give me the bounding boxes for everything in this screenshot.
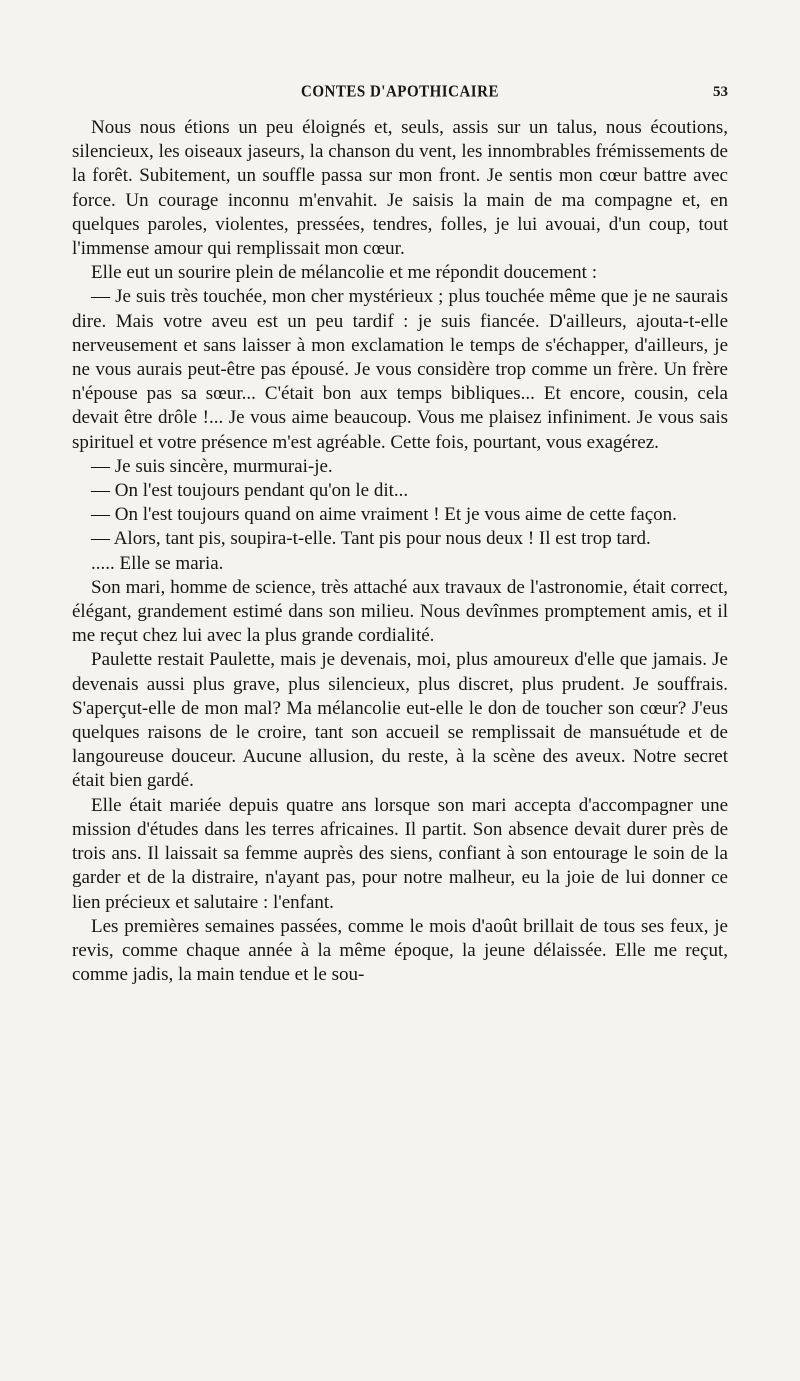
paragraph: Son mari, homme de science, très attaché aux travaux de l'astronomie, était correct, élégant, grandement estimé dans son milieu. Nous devînmes promptement amis, et il me reçut chez lui avec la plus grande cordialité.	[72, 576, 728, 647]
paragraph: Nous nous étions un peu éloignés et, seuls, assis sur un talus, nous écoutions, silencieux, les oiseaux jaseurs, la chanson du vent, les innombrables frémissements de la forêt. Subitement, un souffle passa sur mon front. Je sentis mon cœur battre avec force. Un courage inconnu m'envahit. Je saisis la main de ma compagne et, en quelques paroles, violentes, pressées, tendres, folles, je lui avouai, d'un coup, tout l'immense amour qui remplissait mon cœur.	[72, 117, 728, 260]
running-title: CONTES D'APOTHICAIRE	[301, 82, 499, 102]
paragraph: Les premières semaines passées, comme le mois d'août brillait de tous ses feux, je revis, comme chaque année à la même époque, la jeune délaissée. Elle me reçut, comme jadis, la main tendue et le sou-	[72, 915, 728, 986]
paragraph: — Alors, tant pis, soupira-t-elle. Tant pis pour nous deux ! Il est trop tard.	[91, 528, 651, 550]
paragraph: — On l'est toujours quand on aime vraiment ! Et je vous aime de cette façon.	[91, 504, 677, 526]
paragraph: ..... Elle se maria.	[91, 552, 224, 574]
paragraph: — On l'est toujours pendant qu'on le dit...	[91, 480, 409, 502]
paragraph: Paulette restait Paulette, mais je devenais, moi, plus amoureux d'elle que jamais. Je devenais aussi plus grave, plus silencieux, plus discret, plus prudent. Je souffrais. S'aperçut-elle de mon mal? Ma mélancolie eut-elle le don de toucher son cœur? J'eus quelques raisons de le croire, tant son accueil se remplissait de mansuétude et de langoureuse douceur. Aucune allusion, du reste, à la scène des aveux. Notre secret était bien gardé.	[72, 649, 728, 792]
paragraph: Elle eut un sourire plein de mélancolie et me répondit doucement :	[91, 262, 597, 284]
paragraph: — Je suis sincère, murmurai-je.	[91, 455, 333, 477]
running-head	[72, 84, 728, 108]
paragraph: — Je suis très touchée, mon cher mystérieux ; plus touchée même que je ne saurais dire. Mais votre aveu est un peu tardif : je suis fiancée. D'ailleurs, ajouta-t-elle nerveusement et sans laisser à mon exclamation le temps de s'échapper, d'ailleurs, je ne vous aurais peut-être pas épousé. Je vous considère trop comme un frère. Un frère n'épouse pas sa sœur... C'était bon aux temps bibliques... Et encore, cousin, cela devait être drôle !... Je vous aime beaucoup. Vous me plaisez infiniment. Je vous sais spirituel et votre présence m'est agréable. Cette fois, pourtant, vous exagérez.	[72, 286, 728, 453]
paragraph: Elle était mariée depuis quatre ans lorsque son mari accepta d'accompagner une mission d'études dans les terres africaines. Il partit. Son absence devait durer près de trois ans. Il laissait sa femme auprès des siens, confiant à son entourage le soin de la garder et de la distraire, n'ayant pas, pour notre malheur, eu la joie de lui donner ce lien précieux et salutaire : l'enfant.	[72, 794, 728, 913]
page-number: 53	[713, 84, 728, 100]
body-text	[72, 116, 728, 987]
